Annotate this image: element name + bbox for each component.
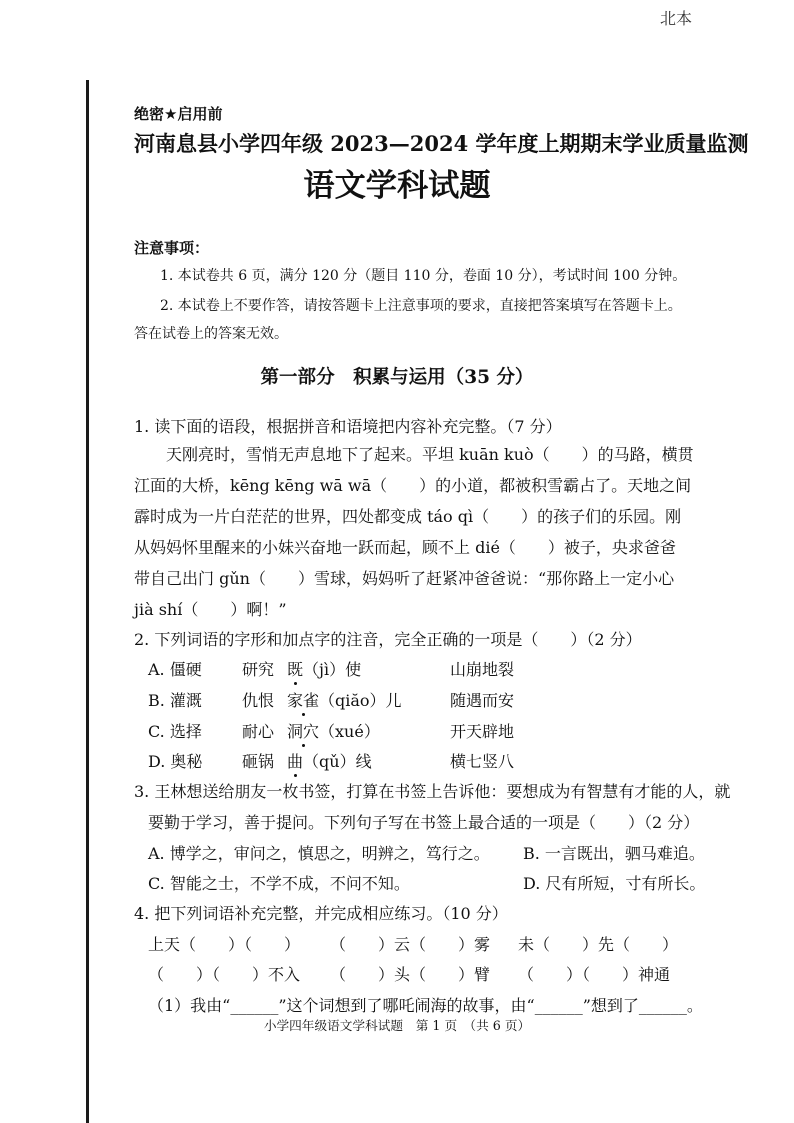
subject-title: 语文学科试题 [303, 168, 491, 204]
corner-handwritten-mark: 北本 [660, 9, 693, 28]
q2-option-c-label: C. 选择 [148, 722, 202, 741]
notice-line-1: 1. 本试卷共 6 页，满分 120 分（题目 110 分，卷面 10 分），考试时间 100 分钟。 [160, 268, 687, 284]
q2-option-b-word4: 随遇而安 [450, 691, 515, 710]
q2-option-b-pinyin: （qiăo）儿 [319, 691, 402, 710]
q3-option-b: B. 一言既出，驷马难追。 [523, 844, 705, 863]
q3-option-c: C. 智能之士，不学不成，不问不知。 [148, 874, 410, 893]
q1-line-5: 带自己出门 gǔn（ ）雪球，妈妈听了赶紧冲爸爸说：“那你路上一定小心 [134, 569, 675, 588]
exam-title: 河南息县小学四年级 2023—2024 学年度上期期末学业质量监测 [134, 131, 749, 156]
q4-idiom-4: （ ）（ ）不入 [148, 965, 301, 984]
q4-idiom-5: （ ）头（ ）臂 [330, 965, 491, 984]
q2-option-a-pinyin: （jì）使 [303, 660, 362, 679]
q1-line-2: 江面的大桥，kēng kēng wā wā（ ）的小道，都被积雪霸占了。天地之间 [134, 476, 692, 495]
part1-title: 第一部分 积累与运用（35 分） [260, 367, 534, 388]
secret-label: 绝密★启用前 [134, 105, 223, 123]
q2-option-b-dotted-char: 家雀 [287, 688, 319, 711]
q1-line-4: 从妈妈怀里醒来的小妹兴奋地一跃而起，顾不上 dié（ ）被子，央求爸爸 [134, 538, 676, 557]
q2-option-a-dotted-char: 既 [287, 657, 303, 680]
q2-option-a-word4: 山崩地裂 [450, 660, 515, 679]
q2-option-d-word2: 砸锅 [242, 752, 275, 771]
q4-idiom-1: 上天（ ）（ ） [148, 935, 301, 954]
q2-option-b-word2: 仇恨 [242, 691, 275, 710]
q4-subquestion-1: （1）我由“______”这个词想到了哪吒闹海的故事，由“______”想到了______。 [148, 996, 703, 1015]
q2-option-a-word2: 研究 [242, 660, 275, 679]
q2-option-c-word3 [287, 719, 380, 742]
q2-option-d-label: D. 奥秘 [148, 752, 203, 771]
page-footer: 小学四年级语文学科试题 第 1 页 （共 6 页） [263, 1018, 531, 1033]
q4-idiom-3: 未（ ）先（ ） [518, 935, 679, 954]
q2-option-c-word4: 开天辟地 [450, 722, 515, 741]
q2-option-a-word3 [287, 657, 361, 680]
q3-stem-line-2: 要勤于学习，善于提问。下列句子写在书签上最合适的一项是（ ）（2 分） [148, 813, 700, 832]
q1-line-1: 天刚亮时，雪悄无声息地下了起来。平坦 kuān kuò（ ）的马路，横贯 [134, 445, 694, 464]
q2-option-d-word4: 横七竖八 [450, 752, 515, 771]
q2-option-b-word3 [287, 688, 402, 711]
q3-stem-line-1: 3. 王林想送给朋友一枚书签，打算在书签上告诉他：要想成为有智慧有才能的人，就 [134, 782, 731, 801]
q4-idiom-6: （ ）（ ）神通 [518, 965, 671, 984]
q4-stem: 4. 把下列词语补充完整，并完成相应练习。（10 分） [134, 904, 508, 923]
q2-option-d-pinyin: （qǔ）线 [303, 752, 372, 771]
notice-heading: 注意事项： [134, 239, 210, 257]
q2-option-d-word3 [287, 749, 372, 772]
notice-line-2: 2. 本试卷上不要作答，请按答题卡上注意事项的要求，直接把答案填写在答题卡上。 [160, 298, 682, 314]
q2-option-d-dotted-char: 曲 [287, 749, 303, 772]
binding-margin-line [86, 80, 89, 1123]
q1-line-6: jià shí（ ）啊！” [134, 600, 287, 619]
q2-option-a-label: A. 僵硬 [148, 660, 202, 679]
q2-option-c-dotted-char: 洞穴 [287, 719, 319, 742]
q3-option-a: A. 博学之，审问之，慎思之，明辨之，笃行之。 [148, 844, 490, 863]
q2-stem: 2. 下列词语的字形和加点字的注音，完全正确的一项是（ ）（2 分） [134, 630, 642, 649]
notice-line-3: 答在试卷上的答案无效。 [134, 326, 288, 342]
q2-option-b-label: B. 灌溉 [148, 691, 202, 710]
q1-stem: 1. 读下面的语段，根据拼音和语境把内容补充完整。（7 分） [134, 417, 562, 436]
q2-option-c-word2: 耐心 [242, 722, 275, 741]
q1-line-3: 霹时成为一片白茫茫的世界，四处都变成 táo qì（ ）的孩子们的乐园。刚 [134, 507, 682, 526]
q4-idiom-2: （ ）云（ ）雾 [330, 935, 491, 954]
q3-option-d: D. 尺有所短，寸有所长。 [523, 874, 706, 893]
q2-option-c-pinyin: （xué） [319, 722, 380, 741]
